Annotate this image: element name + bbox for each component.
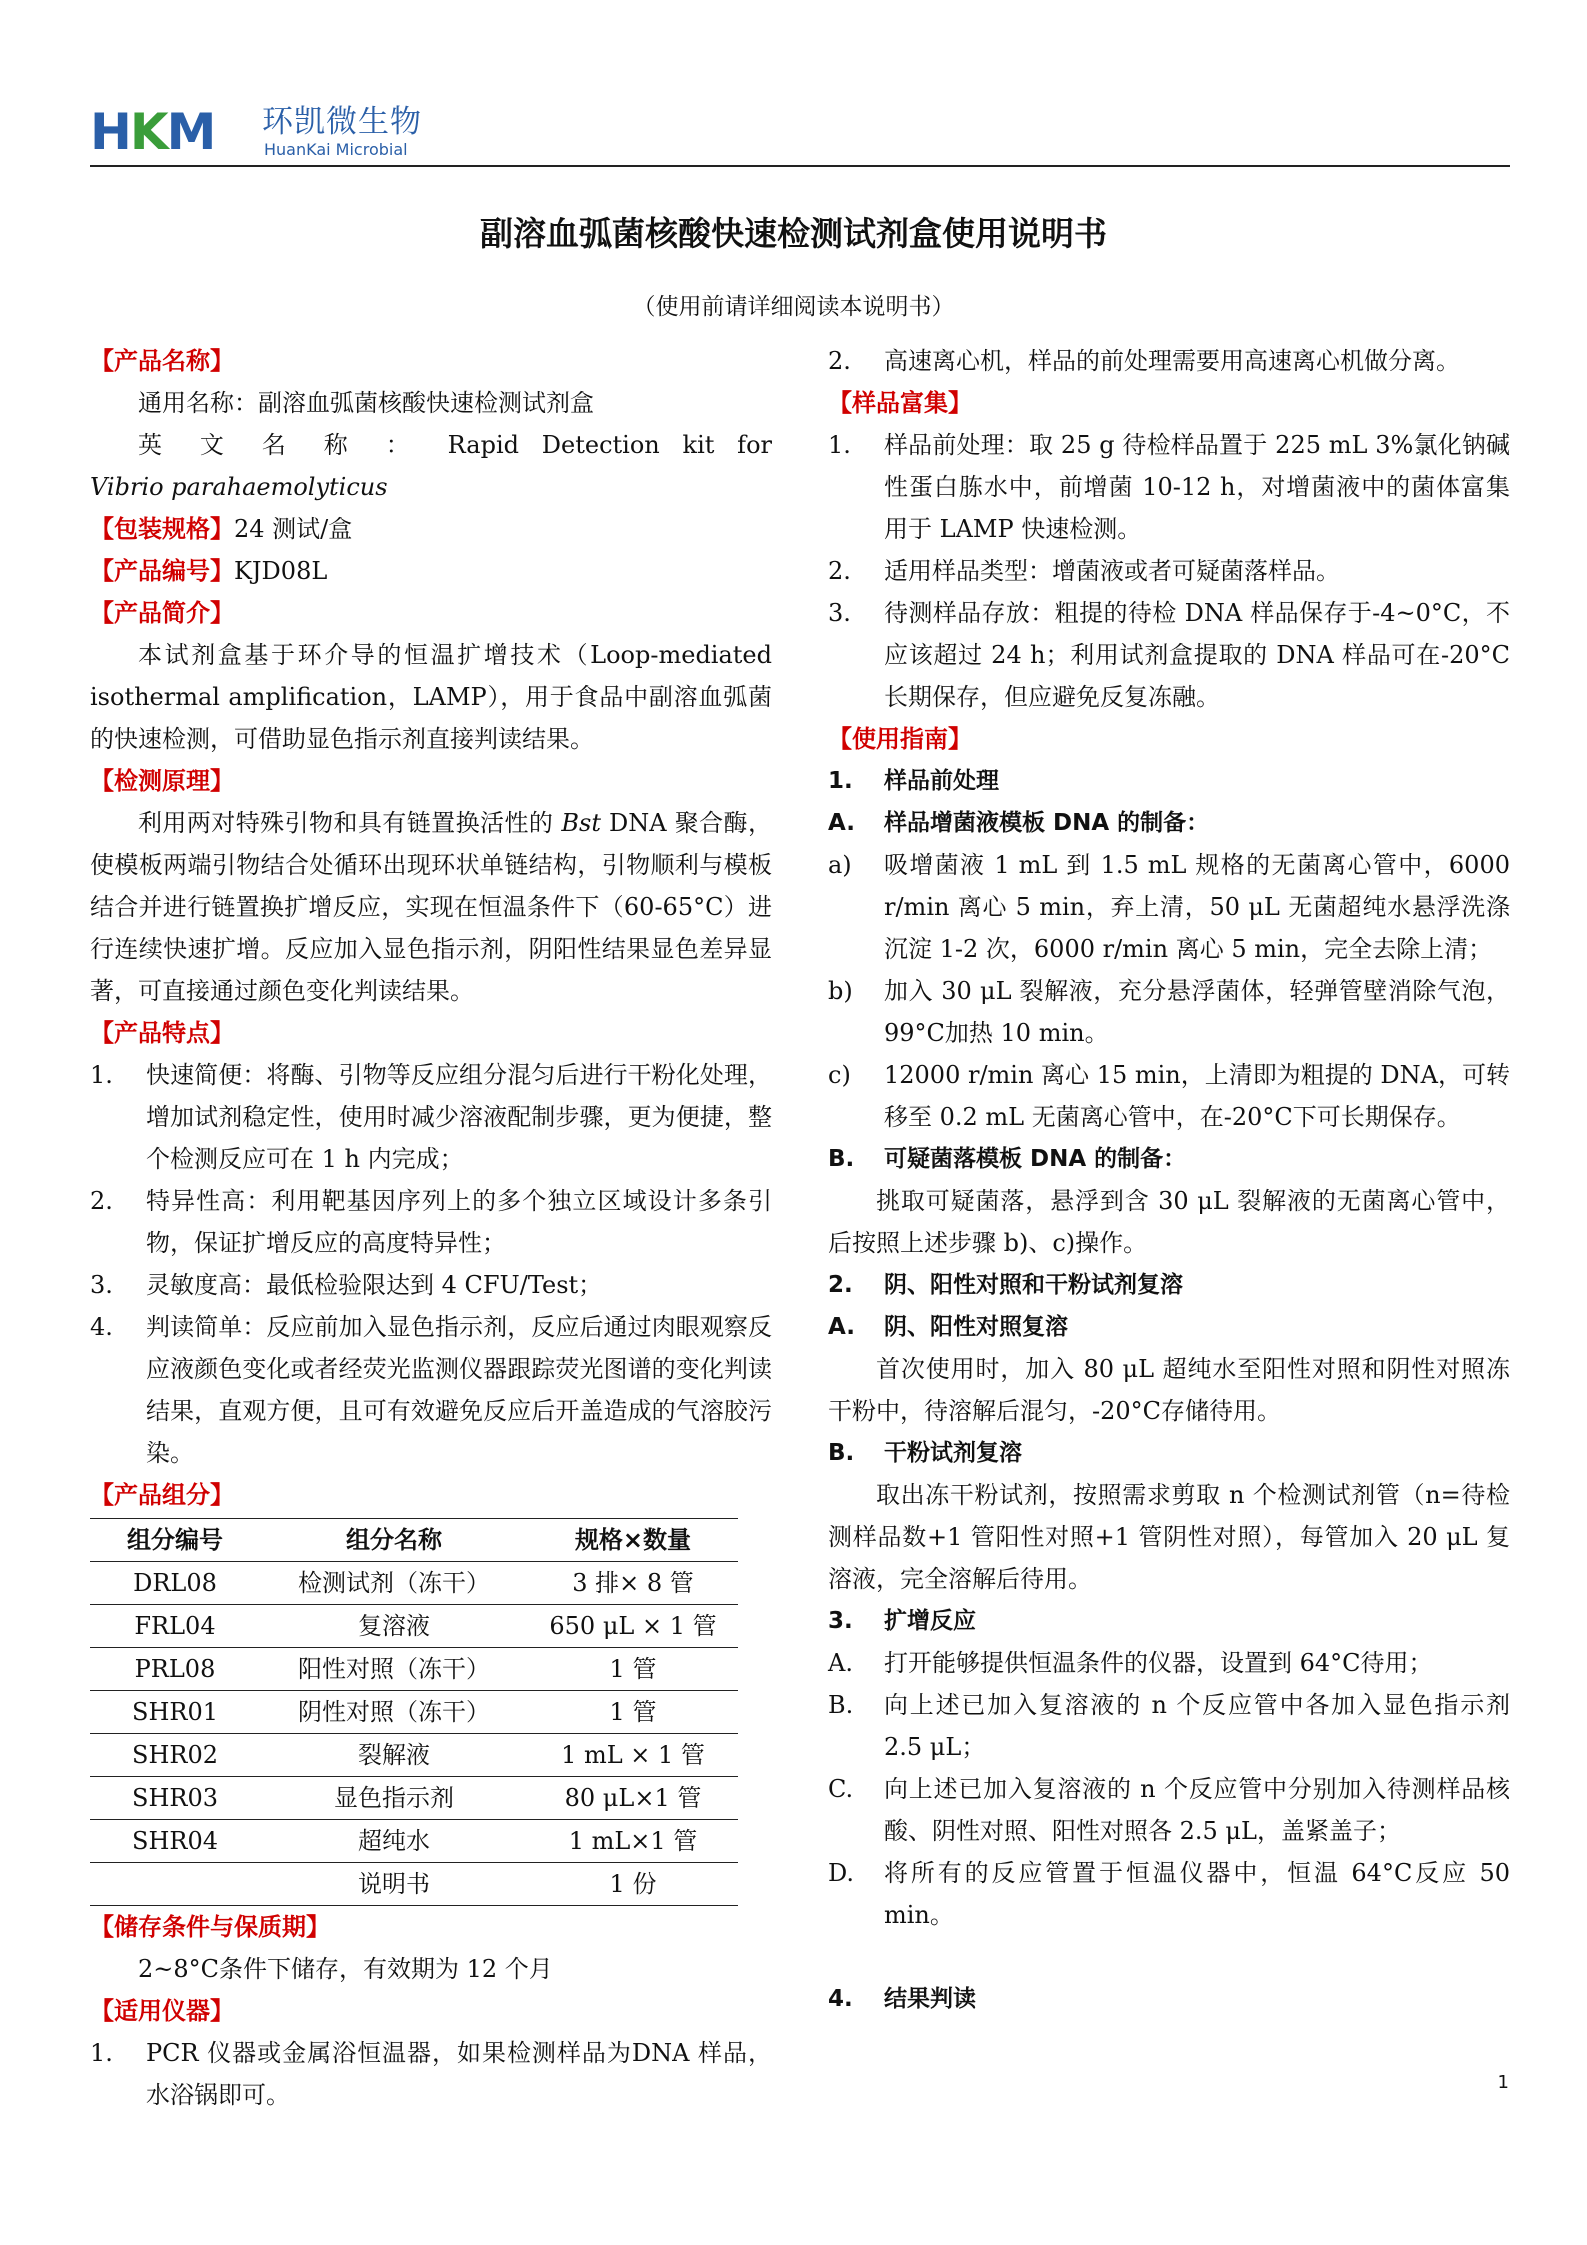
logo-letter: H — [90, 103, 130, 161]
table-row — [90, 1648, 738, 1691]
section-heading-enrichment: 【样品富集】 — [828, 389, 972, 417]
step-title: 干粉试剂复溶 — [884, 1440, 1022, 1466]
table-cell: 复溶液 — [260, 1605, 528, 1648]
feature-item — [90, 1054, 772, 1180]
guide-step-1b-text: 挑取可疑菌落，悬浮到含 30 μL 裂解液的无菌离心管中，后按照上述步骤 b)、c)操作。 — [828, 1187, 1510, 1257]
step-num: A. — [828, 810, 855, 836]
column-header: 组分名称 — [260, 1519, 528, 1562]
feature-text: 特异性高：利用靶基因序列上的多个独立区域设计多条引物，保证扩增反应的高度特异性； — [146, 1187, 772, 1257]
guide-step-1a — [828, 802, 1510, 844]
substep-num: D. — [828, 1859, 855, 1887]
section-heading-product-name: 【产品名称】 — [90, 347, 234, 375]
principle-text-b: DNA 聚合酶，使模板两端引物结合处循环出现环状单链结构，引物顺利与模板结合并进行链置换扩增反应，实现在恒温条件下（60-65°C）进行连续快速扩增。反应加入显色指示剂，阴阳性结果显色差异显著，可直接通过颜色变化判读结果。 — [90, 809, 772, 1005]
enrichment-text: 样品前处理：取 25 g 待检样品置于 225 mL 3%氯化钠碱性蛋白胨水中，前增菌 10-12 h，对增菌液中的菌体富集用于 LAMP 快速检测。 — [884, 431, 1510, 543]
section-heading-instruments: 【适用仪器】 — [90, 1997, 234, 2025]
table-cell: 阴性对照（冻干） — [260, 1691, 528, 1734]
column-header: 规格×数量 — [528, 1519, 738, 1562]
right-column — [828, 298, 1510, 2020]
guide-step-4 — [828, 1978, 1510, 2020]
english-name-label: 英 文 名 称 ： Rapid Detection kit for — [138, 431, 772, 459]
table-row — [90, 1777, 738, 1820]
document-subtitle: （使用前请详细阅读本说明书） — [632, 294, 955, 320]
guide-substep — [828, 1054, 1510, 1138]
components-table — [90, 1518, 738, 1906]
table-cell: 显色指示剂 — [260, 1777, 528, 1820]
step-num: 2. — [828, 1272, 853, 1298]
company-name-en: HuanKai Microbial — [264, 140, 408, 159]
table-cell: 80 μL×1 管 — [528, 1777, 738, 1820]
section-heading-storage: 【储存条件与保质期】 — [90, 1913, 330, 1941]
guide-step-2a — [828, 1306, 1510, 1348]
substep-num: c) — [828, 1061, 851, 1089]
storage-text: 2~8°C条件下储存，有效期为 12 个月 — [138, 1955, 553, 1983]
enrichment-item — [828, 424, 1510, 550]
intro-text: 本试剂盒基于环介导的恒温扩增技术（Loop-mediated isothermal amplification，LAMP），用于食品中副溶血弧菌的快速检测，可借助显色指示剂直接判读结果。 — [90, 641, 772, 753]
table-cell: SHR03 — [90, 1777, 260, 1820]
logo-letter: M — [166, 103, 215, 161]
feature-text: 判读简单：反应前加入显色指示剂，反应后通过肉眼观察反应液颜色变化或者经荧光监测仪器跟踪荧光图谱的变化判读结果，直观方便，且可有效避免反应后开盖造成的气溶胶污染。 — [146, 1313, 772, 1467]
column-header: 组分编号 — [90, 1519, 260, 1562]
feature-text: 快速简便：将酶、引物等反应组分混匀后进行干粉化处理，增加试剂稳定性，使用时减少溶液配制步骤，更为便捷，整个检测反应可在 1 h 内完成； — [146, 1061, 772, 1173]
header-divider — [90, 165, 1510, 167]
table-cell: 说明书 — [260, 1863, 528, 1906]
feature-num: 2. — [90, 1187, 113, 1215]
package-spec-label: 【包装规格】 — [90, 515, 234, 543]
enrichment-item — [828, 592, 1510, 718]
substep-text: 12000 r/min 离心 15 min，上清即为粗提的 DNA，可转移至 0.2 mL 无菌离心管中，在-20°C下可长期保存。 — [884, 1061, 1510, 1131]
product-code-label: 【产品编号】 — [90, 557, 234, 585]
left-column — [90, 340, 772, 2116]
section-heading-intro: 【产品简介】 — [90, 599, 234, 627]
step-title: 阴、阳性对照和干粉试剂复溶 — [884, 1272, 1183, 1298]
step-num: B. — [828, 1440, 855, 1466]
enrichment-text: 待测样品存放：粗提的待检 DNA 样品保存于-4~0°C，不应该超过 24 h；利用试剂盒提取的 DNA 样品可在-20°C长期保存，但应避免反复冻融。 — [884, 599, 1510, 711]
guide-step-1 — [828, 760, 1510, 802]
table-row — [90, 1562, 738, 1605]
feature-num: 1. — [90, 1061, 113, 1089]
principle-text-a: 利用两对特殊引物和具有链置换活性的 — [138, 809, 562, 837]
guide-substep — [828, 970, 1510, 1054]
table-cell: 1 份 — [528, 1863, 738, 1906]
instrument-num: 1. — [90, 2039, 113, 2067]
section-heading-guide: 【使用指南】 — [828, 725, 972, 753]
section-heading-components: 【产品组分】 — [90, 1481, 234, 1509]
step-title: 样品增菌液模板 DNA 的制备： — [884, 810, 1210, 836]
table-cell: DRL08 — [90, 1562, 260, 1605]
table-cell: 1 mL × 1 管 — [528, 1734, 738, 1777]
package-spec — [90, 508, 772, 550]
feature-text: 灵敏度高：最低检验限达到 4 CFU/Test； — [146, 1271, 603, 1299]
guide-substep — [828, 844, 1510, 970]
product-code — [90, 550, 772, 592]
spacer — [828, 1936, 1510, 1978]
step-title: 可疑菌落模板 DNA 的制备： — [884, 1146, 1187, 1172]
enrichment-num: 1. — [828, 431, 851, 459]
table-row — [90, 1734, 738, 1777]
step-title: 结果判读 — [884, 1986, 976, 2012]
guide-step-2 — [828, 1264, 1510, 1306]
page-number: 1 — [1497, 2072, 1509, 2093]
substep-text: 打开能够提供恒温条件的仪器，设置到 64°C待用； — [884, 1649, 1433, 1677]
table-header-row — [90, 1519, 738, 1562]
table-cell: 1 管 — [528, 1648, 738, 1691]
table-row — [90, 1863, 738, 1906]
substep-num: a) — [828, 851, 852, 879]
enrichment-num: 2. — [828, 557, 851, 585]
guide-step-1b — [828, 1138, 1510, 1180]
feature-item — [90, 1264, 772, 1306]
feature-num: 4. — [90, 1313, 113, 1341]
guide-step-2b-text: 取出冻干粉试剂，按照需求剪取 n 个检测试剂管（n=待检测样品数+1 管阳性对照+1 管阴性对照），每管加入 20 μL 复溶液，完全溶解后待用。 — [828, 1481, 1510, 1593]
table-cell: 1 管 — [528, 1691, 738, 1734]
table-cell: 650 μL × 1 管 — [528, 1605, 738, 1648]
substep-text: 吸增菌液 1 mL 到 1.5 mL 规格的无菌离心管中，6000 r/min 离心 5 min，弃上清，50 μL 无菌超纯水悬浮洗涤沉淀 1-2 次，6000 r/min 离心 5 min，完全去除上清； — [884, 851, 1510, 963]
instrument-text: PCR 仪器或金属浴恒温器，如果检测样品为DNA 样品，水浴锅即可。 — [146, 2039, 772, 2109]
guide-step-2a-text: 首次使用时，加入 80 μL 超纯水至阳性对照和阴性对照冻干粉中，待溶解后混匀，-20°C存储待用。 — [828, 1355, 1510, 1425]
substep-num: b) — [828, 977, 853, 1005]
instrument-item — [828, 340, 1510, 382]
substep-num: B. — [828, 1691, 854, 1719]
step-num: 1. — [828, 768, 853, 794]
table-cell: 阳性对照（冻干） — [260, 1648, 528, 1691]
step-num: 3. — [828, 1608, 853, 1634]
table-cell: 超纯水 — [260, 1820, 528, 1863]
table-cell: FRL04 — [90, 1605, 260, 1648]
substep-text: 加入 30 μL 裂解液，充分悬浮菌体，轻弹管壁消除气泡，99°C加热 10 min。 — [884, 977, 1510, 1047]
table-cell: 检测试剂（冻干） — [260, 1562, 528, 1605]
table-cell: SHR01 — [90, 1691, 260, 1734]
guide-substep — [828, 1684, 1510, 1768]
table-row — [90, 1691, 738, 1734]
table-cell: SHR04 — [90, 1820, 260, 1863]
table-cell: 3 排× 8 管 — [528, 1562, 738, 1605]
enrichment-num: 3. — [828, 599, 851, 627]
step-title: 扩增反应 — [884, 1608, 976, 1634]
substep-num: C. — [828, 1775, 854, 1803]
substep-text: 向上述已加入复溶液的 n 个反应管中分别加入待测样品核酸、阴性对照、阳性对照各 2.5 μL，盖紧盖子； — [884, 1775, 1510, 1845]
section-heading-principle: 【检测原理】 — [90, 767, 234, 795]
product-code-value: KJD08L — [234, 557, 328, 585]
guide-substep — [828, 1642, 1510, 1684]
english-name — [90, 424, 772, 466]
principle-text-italic: Bst — [561, 809, 601, 837]
logo-letter: K — [129, 103, 167, 161]
enrichment-text: 适用样品类型：增菌液或者可疑菌落样品。 — [884, 557, 1340, 585]
table-cell: 裂解液 — [260, 1734, 528, 1777]
step-num: B. — [828, 1146, 855, 1172]
section-heading-features: 【产品特点】 — [90, 1019, 234, 1047]
table-row — [90, 1820, 738, 1863]
substep-num: A. — [828, 1649, 853, 1677]
guide-substep — [828, 1768, 1510, 1852]
feature-num: 3. — [90, 1271, 113, 1299]
document-title: 副溶血弧菌核酸快速检测试剂盒使用说明书 — [480, 214, 1107, 253]
table-cell: SHR02 — [90, 1734, 260, 1777]
instrument-item — [90, 2032, 772, 2116]
substep-text: 向上述已加入复溶液的 n 个反应管中各加入显色指示剂 2.5 μL； — [884, 1691, 1510, 1761]
spacer — [828, 298, 1510, 340]
table-cell: 1 mL×1 管 — [528, 1820, 738, 1863]
step-title: 样品前处理 — [884, 768, 999, 794]
table-cell: PRL08 — [90, 1648, 260, 1691]
principle-text — [90, 802, 772, 1012]
step-num: 4. — [828, 1986, 853, 2012]
enrichment-item — [828, 550, 1510, 592]
step-title: 阴、阳性对照复溶 — [884, 1314, 1068, 1340]
package-spec-value: 24 测试/盒 — [234, 515, 353, 543]
english-name-latin: Vibrio parahaemolyticus — [90, 473, 388, 501]
table-row — [90, 1605, 738, 1648]
company-logo — [90, 104, 490, 164]
substep-text: 将所有的反应管置于恒温仪器中，恒温 64°C反应 50 min。 — [884, 1859, 1510, 1929]
logo-mark — [90, 104, 214, 160]
guide-step-3 — [828, 1600, 1510, 1642]
feature-item — [90, 1180, 772, 1264]
instrument-text: 高速离心机，样品的前处理需要用高速离心机做分离。 — [884, 347, 1460, 375]
table-cell — [90, 1863, 260, 1906]
company-name-cn: 环凯微生物 — [262, 104, 422, 140]
guide-step-2b — [828, 1432, 1510, 1474]
feature-item — [90, 1306, 772, 1474]
guide-substep — [828, 1852, 1510, 1936]
step-num: A. — [828, 1314, 855, 1340]
english-name-italic — [90, 466, 772, 508]
instrument-num: 2. — [828, 347, 851, 375]
generic-name: 通用名称：副溶血弧菌核酸快速检测试剂盒 — [138, 389, 594, 417]
